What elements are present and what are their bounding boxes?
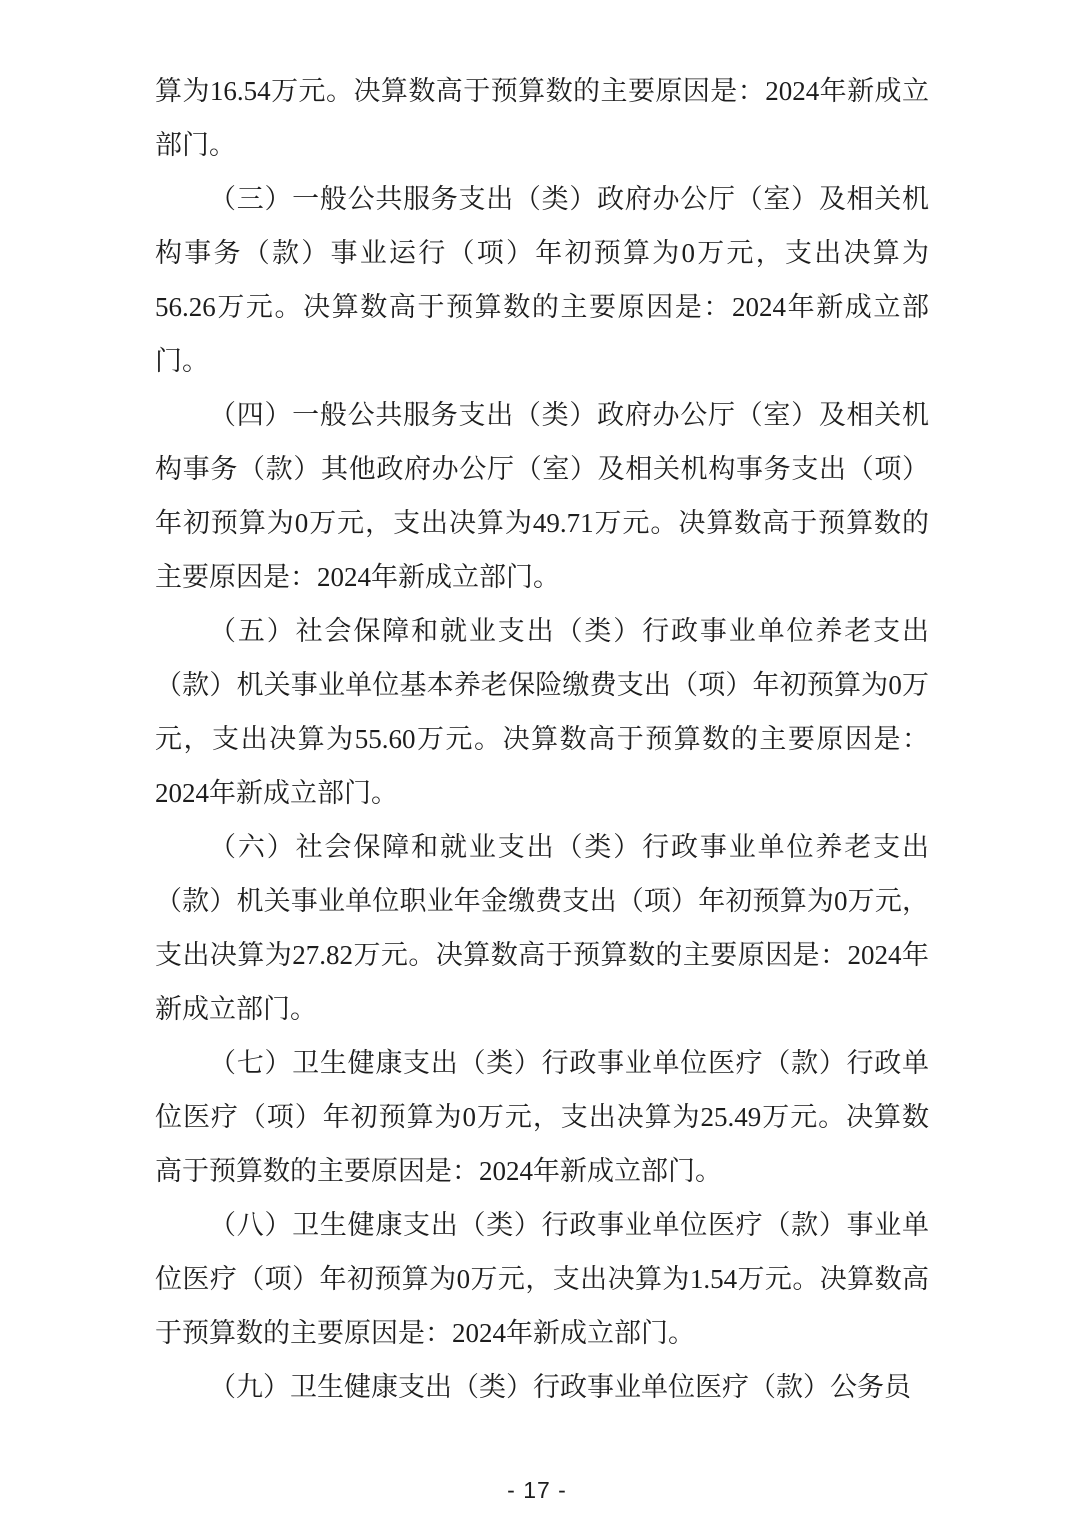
page-body-text <box>155 64 929 1414</box>
paragraph-section-6: （六）社会保障和就业支出（类）行政事业单位养老支出（款）机关事业单位职业年金缴费支出（项）年初预算为0万元，支出决算为27.82万元。决算数高于预算数的主要原因是：2024年新成立部门。 <box>155 832 929 1024</box>
paragraph-carryover: 算为16.54万元。决算数高于预算数的主要原因是：2024年新成立部门。 <box>155 76 929 160</box>
paragraph-section-4: （四）一般公共服务支出（类）政府办公厅（室）及相关机构事务（款）其他政府办公厅（室）及相关机构事务支出（项）年初预算为0万元，支出决算为49.71万元。决算数高于预算数的主要原因是：2024年新成立部门。 <box>155 400 929 592</box>
page-number: - 17 - <box>507 1477 567 1503</box>
paragraph-section-5: （五）社会保障和就业支出（类）行政事业单位养老支出（款）机关事业单位基本养老保险缴费支出（项）年初预算为0万元，支出决算为55.60万元。决算数高于预算数的主要原因是：2024年新成立部门。 <box>155 616 929 808</box>
paragraph-section-7: （七）卫生健康支出（类）行政事业单位医疗（款）行政单位医疗（项）年初预算为0万元，支出决算为25.49万元。决算数高于预算数的主要原因是：2024年新成立部门。 <box>155 1048 929 1186</box>
paragraph-section-8: （八）卫生健康支出（类）行政事业单位医疗（款）事业单位医疗（项）年初预算为0万元，支出决算为1.54万元。决算数高于预算数的主要原因是：2024年新成立部门。 <box>155 1210 929 1348</box>
paragraph-section-3: （三）一般公共服务支出（类）政府办公厅（室）及相关机构事务（款）事业运行（项）年初预算为0万元，支出决算为56.26万元。决算数高于预算数的主要原因是：2024年新成立部门。 <box>155 184 929 376</box>
paragraph-section-9: （九）卫生健康支出（类）行政事业单位医疗（款）公务员 <box>209 1372 911 1402</box>
